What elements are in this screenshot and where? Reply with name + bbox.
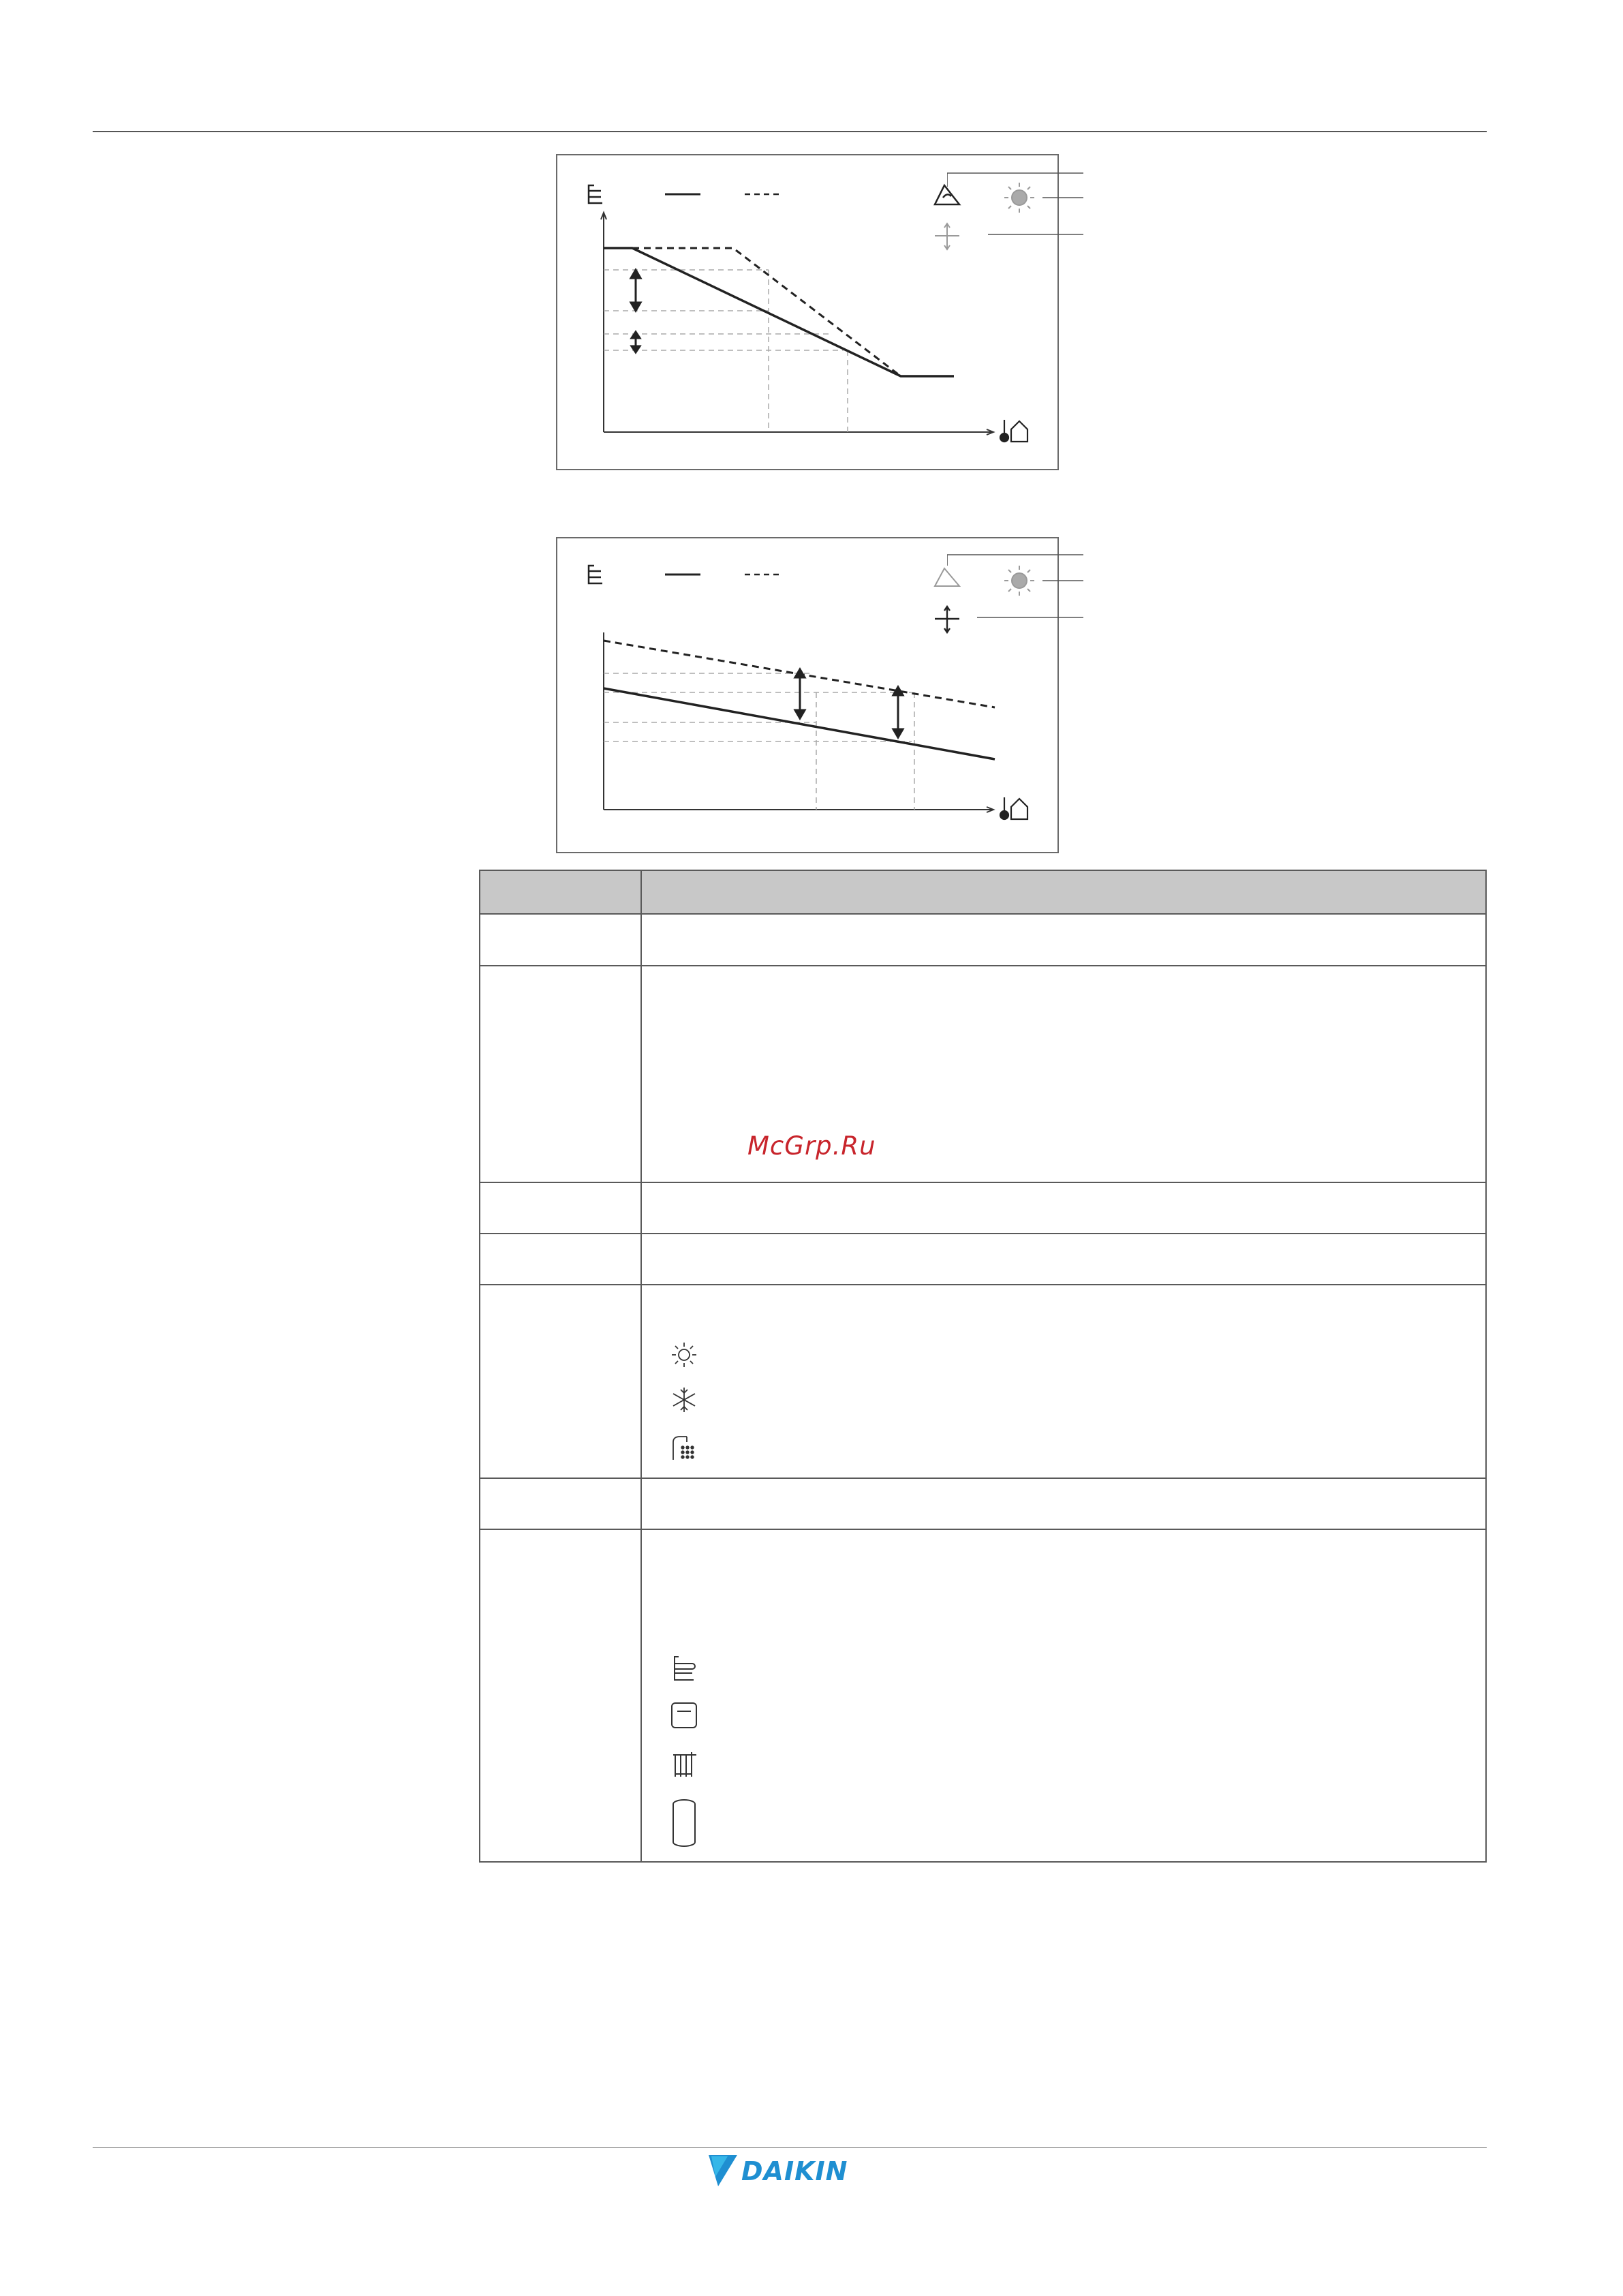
chart-axes bbox=[601, 213, 993, 435]
callout-lines-2 bbox=[947, 545, 1083, 620]
table-header-cell bbox=[480, 870, 641, 914]
table-row bbox=[480, 1182, 1486, 1234]
floor-heating-icon bbox=[589, 566, 602, 583]
fan-coil-icon bbox=[669, 1700, 699, 1730]
table-cell bbox=[480, 1529, 641, 1862]
underfloor-heating-icon bbox=[669, 1653, 699, 1683]
emitter-type-cell bbox=[641, 1529, 1486, 1862]
callout-lines-1 bbox=[947, 168, 1083, 243]
floor-heating-icon bbox=[589, 185, 602, 203]
table-row bbox=[480, 1529, 1486, 1862]
table-cell bbox=[480, 1234, 641, 1285]
table-cell bbox=[641, 914, 1486, 966]
heating-icon bbox=[669, 1340, 699, 1370]
daikin-logo-mark-icon bbox=[709, 2155, 740, 2188]
table-cell bbox=[480, 914, 641, 966]
offset-arrows bbox=[795, 669, 903, 737]
reference-lines bbox=[604, 270, 848, 432]
tank-icon bbox=[669, 1797, 699, 1849]
watermark: McGrp.Ru bbox=[747, 1131, 876, 1161]
table-row bbox=[480, 1285, 1486, 1478]
table-cell bbox=[480, 1182, 641, 1234]
radiator-icon bbox=[669, 1749, 699, 1779]
table-header-cell bbox=[641, 870, 1486, 914]
cooling-icon bbox=[669, 1385, 699, 1415]
daikin-logo-text: DAIKIN bbox=[741, 2156, 848, 2186]
table-row bbox=[480, 1234, 1486, 1285]
header-rule bbox=[93, 131, 1487, 132]
curve-solid bbox=[604, 248, 954, 376]
outdoor-temperature-icon bbox=[1000, 797, 1027, 819]
table-cell bbox=[641, 1182, 1486, 1234]
table-row bbox=[480, 1478, 1486, 1529]
footer-rule bbox=[93, 2147, 1487, 2148]
table-cell bbox=[480, 966, 641, 1182]
table-cell bbox=[480, 1478, 641, 1529]
table-cell bbox=[480, 1285, 641, 1478]
domestic-hot-water-icon bbox=[669, 1433, 699, 1463]
table-row bbox=[480, 914, 1486, 966]
outdoor-temperature-icon bbox=[1000, 420, 1027, 442]
table-header-row bbox=[480, 870, 1486, 914]
daikin-logo bbox=[709, 2155, 867, 2190]
table-cell bbox=[641, 1478, 1486, 1529]
table-cell bbox=[641, 1234, 1486, 1285]
operation-mode-cell bbox=[641, 1285, 1486, 1478]
reference-lines bbox=[604, 673, 914, 810]
table-row bbox=[480, 966, 1486, 1182]
parameters-table bbox=[479, 870, 1487, 1863]
